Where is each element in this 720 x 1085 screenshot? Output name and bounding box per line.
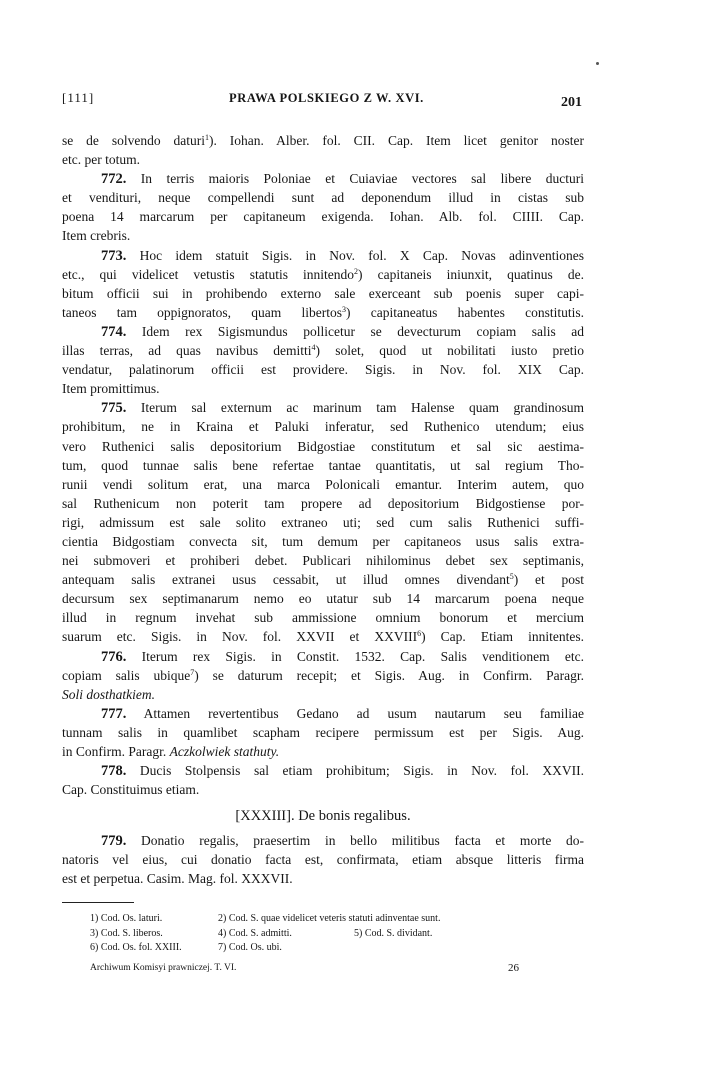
text-line: etc. per totum. xyxy=(62,152,140,168)
footnote-ref: 7 xyxy=(190,667,195,677)
text-line xyxy=(62,704,584,723)
paragraph-777 xyxy=(62,704,584,761)
paragraph-774 xyxy=(62,322,584,398)
text-line: vero Ruthenici salis depositorium Bidgostiae constitutum et sal sic aestima- xyxy=(62,438,584,454)
section-heading: [XXXIII]. De bonis regalibus. xyxy=(235,808,411,825)
text-span: Iterum rex Sigis. in Constit. 1532. Cap. Salis venditionem etc. xyxy=(126,648,584,664)
paragraph-776 xyxy=(62,647,584,704)
footnote-ref: 1 xyxy=(205,133,209,142)
text-line: sal Ruthenicum non poterit tam propere ad depositorium Bidgostiense por- xyxy=(62,495,584,511)
text-span: copiam salis ubique xyxy=(62,667,191,683)
text-line: natoris vel eius, cui donatio facta est, confirmata, etiam absque litteris firma xyxy=(62,852,584,868)
running-head-title: PRAWA POLSKIEGO Z W. XVI. xyxy=(229,91,424,105)
paragraph-number: 773. xyxy=(101,247,127,264)
text-line xyxy=(62,303,584,322)
text-line xyxy=(62,322,584,341)
text-span: Ducis Stolpensis sal etiam prohibitum; Sigis. in Nov. fol. XXVII. xyxy=(126,763,584,779)
text-line: tum, quod tunnae salis bene refertae tantae quantitatis, ut sal regium Tho- xyxy=(62,457,584,473)
text-span: Iterum sal externum ac marinum tam Halense quam grandinosum xyxy=(126,400,584,416)
text-line xyxy=(62,341,584,360)
text-line xyxy=(62,647,584,666)
footnote: 3) Cod. S. liberos. xyxy=(90,927,163,939)
text-line: vendatur, palatinorum officii est providere. Sigis. in Nov. fol. XIX Cap. xyxy=(62,362,584,378)
text-span: se de solvendo daturi xyxy=(62,133,205,148)
text-line: poena 14 marcarum per capitaneum exigenda. Iohan. Alb. fol. CIIII. Cap. xyxy=(62,209,584,225)
footnote-ref: 3 xyxy=(342,304,346,314)
footnote-rule xyxy=(62,902,134,903)
footnote-ref: 5 xyxy=(509,572,514,582)
text-span: etc., qui videlicet vetustis statutis innitendo xyxy=(62,266,355,282)
text-line xyxy=(62,246,584,265)
paragraph-775 xyxy=(62,398,584,646)
text-span: taneos tam oppignoratos, quam libertos xyxy=(62,304,342,320)
signature-mark: 26 xyxy=(508,962,519,974)
text-span: ) capitaneatus habentes constitutis. xyxy=(346,304,584,320)
printer-signature: Archiwum Komisyi prawniczej. T. VI. xyxy=(90,963,237,973)
text-line: Item promittimus. xyxy=(62,381,160,397)
text-span: ) se daturum recepit; et Sigis. Aug. in Confirm. Paragr. xyxy=(194,667,584,683)
text-line xyxy=(62,265,584,284)
text-line xyxy=(62,169,584,188)
footnote-row xyxy=(90,927,440,942)
paragraph-continuation xyxy=(62,131,584,169)
footnote: 5) Cod. S. dividant. xyxy=(354,927,433,939)
text-line-italic: Soli dosthatkiem. xyxy=(62,686,155,702)
footnote-ref: 4 xyxy=(311,343,316,353)
footnote: 4) Cod. S. admitti. xyxy=(218,927,292,939)
text-line: est et perpetua. Casim. Mag. fol. XXXVII. xyxy=(62,871,293,887)
footnote: 7) Cod. Os. ubi. xyxy=(218,942,282,953)
text-span: ). Iohan. Alber. fol. CII. Cap. Item licet genitor noster xyxy=(209,133,584,148)
paragraph-773 xyxy=(62,246,584,322)
text-line: bitum officii sui in prohibendo externo sale exerceant sub poenis super capi- xyxy=(62,285,584,301)
text-span: ) Cap. Etiam innitentes. xyxy=(421,629,584,645)
text-span: in Confirm. Paragr. xyxy=(62,744,170,759)
text-span: ) et post xyxy=(513,572,584,588)
paragraph-number: 774. xyxy=(101,323,127,340)
text-line: tunnam salis in quamlibet scapham recipere permissum est per Sigis. Aug. xyxy=(62,724,584,740)
text-line: rigi, admissum est sale solito extraneo uti; sed cum salis Ruthenici suffi- xyxy=(62,514,584,530)
footnote: 6) Cod. Os. fol. XXIII. xyxy=(90,942,182,953)
footnote-ref: 6 xyxy=(417,629,422,639)
paragraph-779 xyxy=(62,831,584,888)
footnotes xyxy=(90,912,440,956)
footnote: 1) Cod. Os. laturi. xyxy=(90,913,163,924)
paragraph-number: 779. xyxy=(101,833,127,850)
running-head-section: [111] xyxy=(62,90,95,105)
text-span: Donatio regalis, praesertim in bello militibus facta et morte do- xyxy=(126,833,584,849)
paragraph-number: 775. xyxy=(101,400,127,417)
text-line xyxy=(62,627,584,646)
text-line xyxy=(62,131,584,150)
text-span: Idem rex Sigismundus pollicetur se devecturum copiam salis ad xyxy=(126,323,584,339)
text-line: et vendituri, neque compellendi sunt ad deponendum illud in cistas sub xyxy=(62,190,584,206)
text-line: runii vendi solitum erat, una marca Polonicali emantur. Interim autem, quo xyxy=(62,476,584,492)
text-line xyxy=(62,831,584,850)
body-text xyxy=(62,131,584,889)
text-line xyxy=(62,570,584,589)
text-line xyxy=(62,742,584,761)
text-span: illas terras, ad quas navibus demitti xyxy=(62,343,312,359)
text-line: prohibitum, ne in Kraina et Paluki inferatur, sed Ruthenico utendum; eius xyxy=(62,419,584,435)
paragraph-number: 778. xyxy=(101,763,127,780)
text-line: Item crebris. xyxy=(62,228,131,244)
text-line: illud in regnum invehat sub ammissione omnium bonorum et mercium xyxy=(62,610,584,626)
text-span: antequam salis extranei usus cessabit, ut illud omnes divendant xyxy=(62,572,510,588)
italic-span: Aczkolwiek stathuty. xyxy=(169,744,280,759)
footnote-ref: 2 xyxy=(354,266,359,276)
page-number: 201 xyxy=(561,95,582,110)
footnote-row xyxy=(90,941,440,956)
paragraph-number: 772. xyxy=(101,171,127,188)
text-span: In terris maioris Poloniae et Cuiaviae vectores sal libere ducturi xyxy=(126,171,584,187)
text-line xyxy=(62,398,584,417)
text-line: cientia Bidgostiam convecta sit, tum demum per capitaneos usus salis extra- xyxy=(62,533,584,549)
footnote: 2) Cod. S. quae videlicet veteris statuti adinventae sunt. xyxy=(218,913,441,924)
text-line xyxy=(62,666,584,685)
text-span: Hoc idem statuit Sigis. in Nov. fol. X Cap. Novas adinventiones xyxy=(126,247,584,263)
text-span: Attamen revertentibus Gedano ad usum nautarum seu familiae xyxy=(126,705,584,721)
paragraph-number: 776. xyxy=(101,648,127,665)
paragraph-772 xyxy=(62,169,584,245)
paragraph-778 xyxy=(62,761,584,799)
paragraph-number: 777. xyxy=(101,705,127,722)
text-line: decursum sex septimanarum nemo eo utatur sub 14 marcarum poena neque xyxy=(62,591,584,607)
text-span: ) solet, quod ut nobilitati iusto pretio xyxy=(315,343,584,359)
text-line: Cap. Constituimus etiam. xyxy=(62,782,200,798)
text-span: suarum etc. Sigis. in Nov. fol. XXVII et XXVIII xyxy=(62,629,418,645)
text-line: nei submoveri et prohiberi debet. Publicari nihilominus debet sex septimanis, xyxy=(62,553,584,569)
footnote-row xyxy=(90,912,440,927)
speck-mark xyxy=(596,62,599,65)
text-line xyxy=(62,761,584,780)
text-span: ) capitaneis iniunxit, quatinus de. xyxy=(358,266,584,282)
